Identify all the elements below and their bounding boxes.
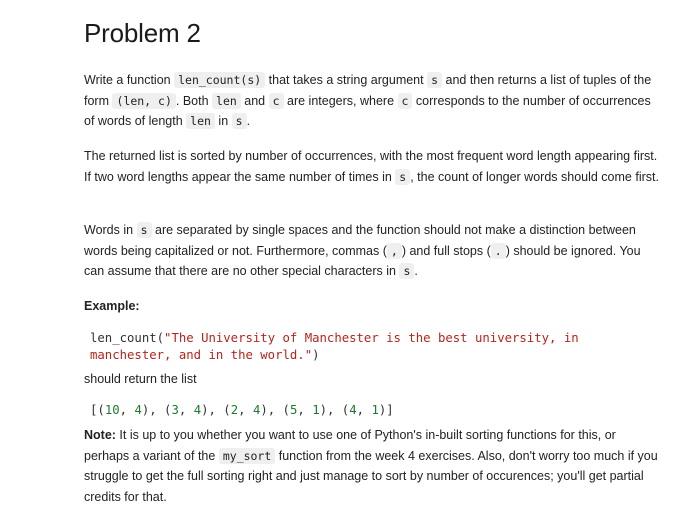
- inline-code: s: [395, 169, 410, 185]
- text: It is up to you whether you want to use one of Python's in-built sorting functions for this, or perhaps a variant of the: [84, 428, 616, 463]
- text: The returned list is sorted by number of occurrences, with the most frequent word length appearing first. If two word lengths appear the same number of times in: [84, 149, 658, 184]
- text: in: [214, 114, 232, 128]
- inline-code: len: [186, 113, 215, 129]
- page-title: Problem 2: [84, 18, 201, 48]
- inline-code: (len, c): [112, 93, 175, 109]
- example-heading: Example:: [84, 299, 140, 313]
- text: , the count of longer words should come first.: [410, 169, 659, 184]
- inline-code: c: [269, 93, 284, 109]
- code-close-paren: ): [312, 348, 320, 362]
- word-rules-paragraph: [84, 220, 664, 282]
- inline-code: ,: [387, 243, 402, 259]
- text: Write a function: [84, 73, 175, 87]
- code-punct: ), (: [319, 403, 350, 417]
- code-punct: ,: [356, 403, 372, 417]
- code-number: 10: [104, 403, 120, 417]
- code-punct: ,: [238, 403, 253, 417]
- inline-code: len: [212, 93, 241, 109]
- inline-code: s: [137, 222, 152, 238]
- should-return-text: should return the list: [84, 372, 197, 386]
- code-punct: ), (: [260, 403, 290, 417]
- inline-code: s: [427, 72, 442, 88]
- text: .: [246, 114, 251, 128]
- code-number: 1: [312, 403, 320, 417]
- problem-description-paragraph: [84, 70, 664, 132]
- inline-code: s: [399, 263, 414, 279]
- text: are integers, where: [283, 93, 398, 108]
- code-number: 4: [349, 403, 357, 417]
- text: Words in: [84, 223, 137, 237]
- example-code-block: [90, 330, 650, 364]
- text: and: [240, 93, 269, 108]
- text: corresponds to the number of occurrences of words of length: [84, 93, 651, 128]
- code-punct: ,: [297, 403, 313, 417]
- code-punct: ), (: [141, 403, 172, 417]
- code-punct: ,: [119, 403, 135, 417]
- inline-code: my_sort: [219, 448, 275, 464]
- code-number: 4: [193, 403, 202, 417]
- code-number: 4: [134, 403, 142, 417]
- text: are separated by single spaces and the function should not make a distinction between words being capitalized or not. Furthermore, commas (: [84, 223, 636, 258]
- result-code-block: [90, 402, 650, 419]
- sorting-rules-paragraph: [84, 146, 664, 187]
- code-punct: ,: [178, 403, 194, 417]
- text: ) should be ignored. You can assume that there are no other special characters in: [84, 243, 641, 278]
- text: ) and full stops (: [401, 243, 491, 258]
- text: and then returns a list of tuples of the form: [84, 73, 652, 108]
- code-function-call: len_count(: [90, 331, 165, 345]
- code-number: 5: [289, 403, 298, 417]
- code-punct: )]: [378, 403, 394, 417]
- text: .: [414, 264, 418, 278]
- text: that takes a string argument: [265, 73, 428, 87]
- inline-code: len_count(s): [174, 72, 265, 88]
- note-label: Note:: [84, 428, 116, 442]
- text: function from the week 4 exercises. Also, don't worry too much if you struggle to get the full sorting right and just manage to sort by number of occurences; you'll get partial credits for that.: [84, 448, 658, 504]
- inline-code: .: [491, 243, 506, 259]
- code-punct: ), (: [201, 403, 231, 417]
- note-paragraph: [84, 425, 664, 507]
- text: . Both: [175, 93, 213, 108]
- code-number: 3: [171, 403, 179, 417]
- code-number: 4: [252, 403, 261, 417]
- inline-code: s: [232, 113, 247, 129]
- code-number: 1: [371, 403, 379, 417]
- code-punct: [(: [90, 403, 105, 417]
- code-string-literal: "The University of Manchester is the best university, in manchester, and in the world.": [90, 331, 587, 362]
- inline-code: c: [398, 93, 413, 109]
- code-number: 2: [230, 403, 239, 417]
